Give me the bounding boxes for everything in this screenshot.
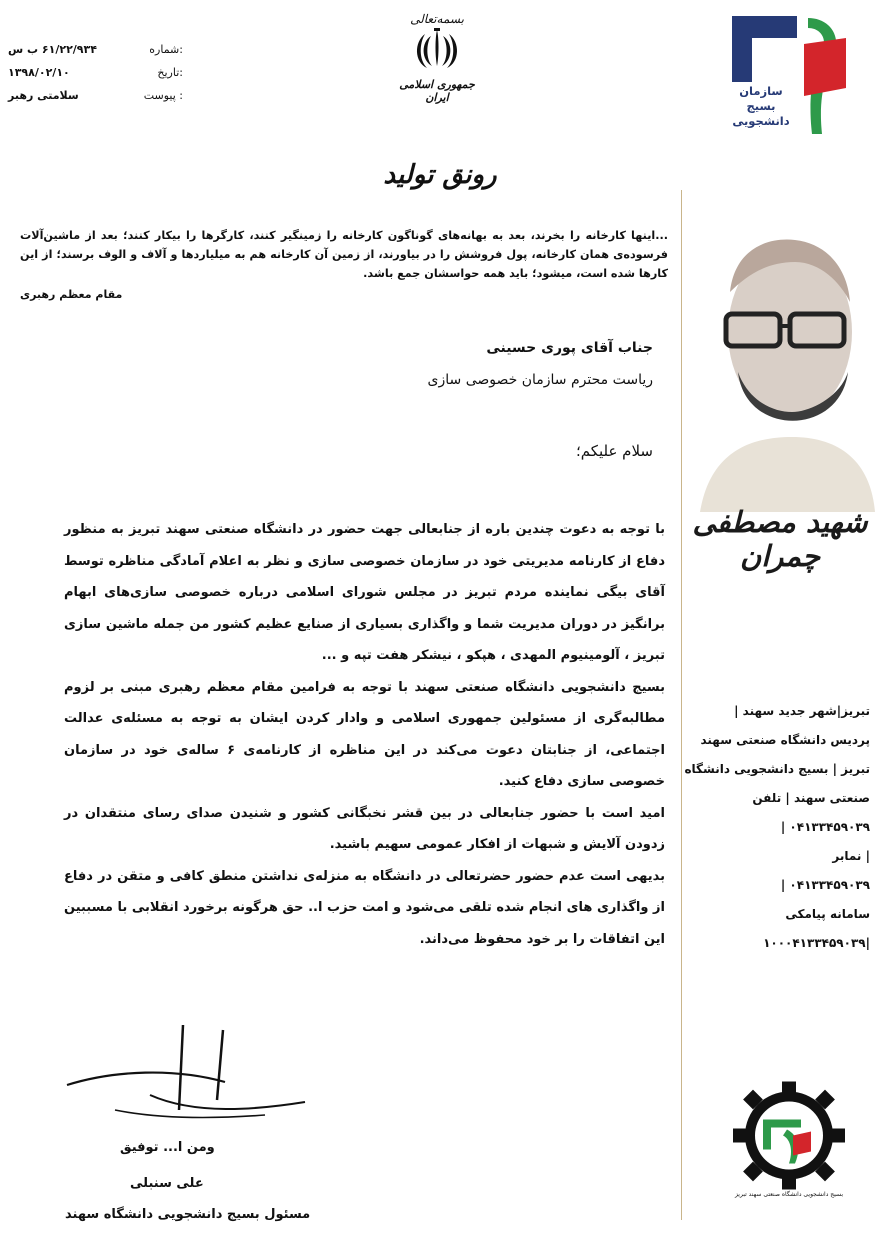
quote-source: مقام معظم رهبری: [20, 288, 123, 301]
letter-number-label: شماره:: [149, 43, 183, 56]
page-title: رونق تولید: [383, 160, 497, 190]
university-basij-gear-icon: [729, 1070, 849, 1205]
martyr-name-calligraphy: شهید مصطفی چمران: [692, 505, 868, 573]
gear-caption: بسیج دانشجویی دانشگاه صنعتی سهند تبریز: [734, 1191, 844, 1198]
leader-quote: ...اینها کارخانه را بخرند، بعد به بهانه‌های گوناگون کارخانه را زمینگیر کنند، کارگرها را بیکار کنند؛ بعد از ماشین‌آلات فرسوده‌ی همان کارخانه، پول فروشش را در بیاورند، از زمین آن کارخانه هم به میلیاردها و آلاف و الوف برسند؛ از این کارها شده است، میشود؛ باید همه حواسشان جمع باشد.: [20, 229, 668, 280]
body-paragraph: امید است با حضور جنابعالی در بین قشر نخبگانی کشور و شنیدن صدای رسای منتقدان در زدودن آلایش و شبهات از افکار عمومی سهیم باشید.: [64, 805, 665, 852]
letter-date: ۱۳۹۸/۰۲/۱۰: [8, 66, 70, 79]
letter-attachment-row: [8, 84, 183, 107]
org-name-line: بسیج: [746, 99, 776, 113]
letter-meta: [8, 38, 183, 107]
greeting: سلام علیکم؛: [575, 442, 653, 460]
signature-closing: ومن ا... توفیق: [120, 1140, 215, 1155]
addressee-position: ریاست محترم سازمان خصوصی سازی: [427, 372, 653, 388]
signatory-title: مسئول بسیج دانشجویی دانشگاه سهند: [65, 1207, 311, 1222]
contact-line: ۰۴۱۳۳۴۵۹۰۳۹ |: [780, 878, 870, 892]
letter-body: [64, 514, 665, 955]
contact-info: [684, 697, 870, 958]
letter-number-row: [8, 38, 183, 61]
contact-line: صنعتی سهند | تلفن: [752, 791, 870, 805]
contact-line: | نمابر: [832, 849, 870, 863]
contact-line: |۱۰۰۰۴۱۳۳۴۵۹۰۳۹: [763, 936, 870, 950]
national-emblem: [392, 12, 482, 122]
sidebar-divider: [681, 190, 682, 1220]
letter-date-label: تاریخ:: [157, 66, 183, 79]
letter-date-row: [8, 61, 183, 84]
contact-line: پردیس دانشگاه صنعتی سهند: [700, 733, 870, 747]
body-paragraph: بدیهی است عدم حضور حضرتعالی در دانشگاه به منزله‌ی نداشتن منطق کافی و متقن در دفاع از واگذاری های انجام شده تلقی می‌شود و امت حزب ا.. حق هرگونه برخورد انقلابی با مسببین این اتفاقات را بر خود محفوظ می‌داند.: [64, 868, 665, 947]
letter-attachment-label: پیوست :: [143, 89, 183, 102]
body-paragraph: بسیج دانشجویی دانشگاه صنعتی سهند با توجه به فرامین مقام معظم رهبری مبنی بر لزوم مطالبه‌گری از مسئولین جمهوری اسلامی و وادار کردن ایشان به توجه به مسئله‌ی عدالت اجتماعی، از جنابتان دعوت می‌کند در این مناظره از کارنامه‌ی ۶ ساله‌ی خود در سازمان خصوصی سازی دفاع کنید.: [64, 679, 665, 789]
org-name-line: دانشجویی: [732, 114, 790, 128]
contact-line: ۰۴۱۳۳۴۵۹۰۳۹ |: [780, 820, 870, 834]
martyr-portrait: [700, 222, 875, 512]
org-name: [726, 84, 796, 129]
iran-emblem-icon: [412, 26, 462, 72]
handwritten-signature: [55, 1020, 315, 1160]
letter-number: ۶۱/۲۲/۹۳۴ ب س: [8, 43, 97, 56]
body-paragraph: با توجه به دعوت چندین باره از جنابعالی جهت حضور در دانشگاه صنعتی سهند تبریز به منظور دفاع از کارنامه مدیریتی خود در سازمان خصوصی سازی و نظر به اعلام آمادگی مناظره توسط آقای بیگی نماینده مردم تبریز در مجلس شورای اسلامی درباره خصوصی سازی‌های ابهام برانگیز در دوران مدیریت شما و واگذاری بسیاری از صنایع عظیم کشور من جمله ماشین سازی تبریز ، آلومینیوم المهدی ، هپکو ، نیشکر هفت تپه و ...: [64, 522, 665, 663]
letter-attachment: سلامتی رهبر: [8, 89, 79, 102]
contact-line: تبریز | بسیج دانشجویی دانشگاه: [684, 762, 870, 776]
contact-line: سامانه پیامکی: [785, 907, 870, 921]
contact-line: تبریز|شهر جدید سهند |: [734, 704, 870, 718]
org-name-line: سازمان: [739, 84, 783, 98]
emblem-caption: جمهوری اسلامی ایران: [399, 78, 475, 104]
addressee-name: جناب آقای پوری حسینی: [486, 340, 653, 356]
signatory-name: علی سنبلی: [130, 1176, 204, 1191]
bismillah: بسمه‌تعالی: [410, 12, 464, 26]
